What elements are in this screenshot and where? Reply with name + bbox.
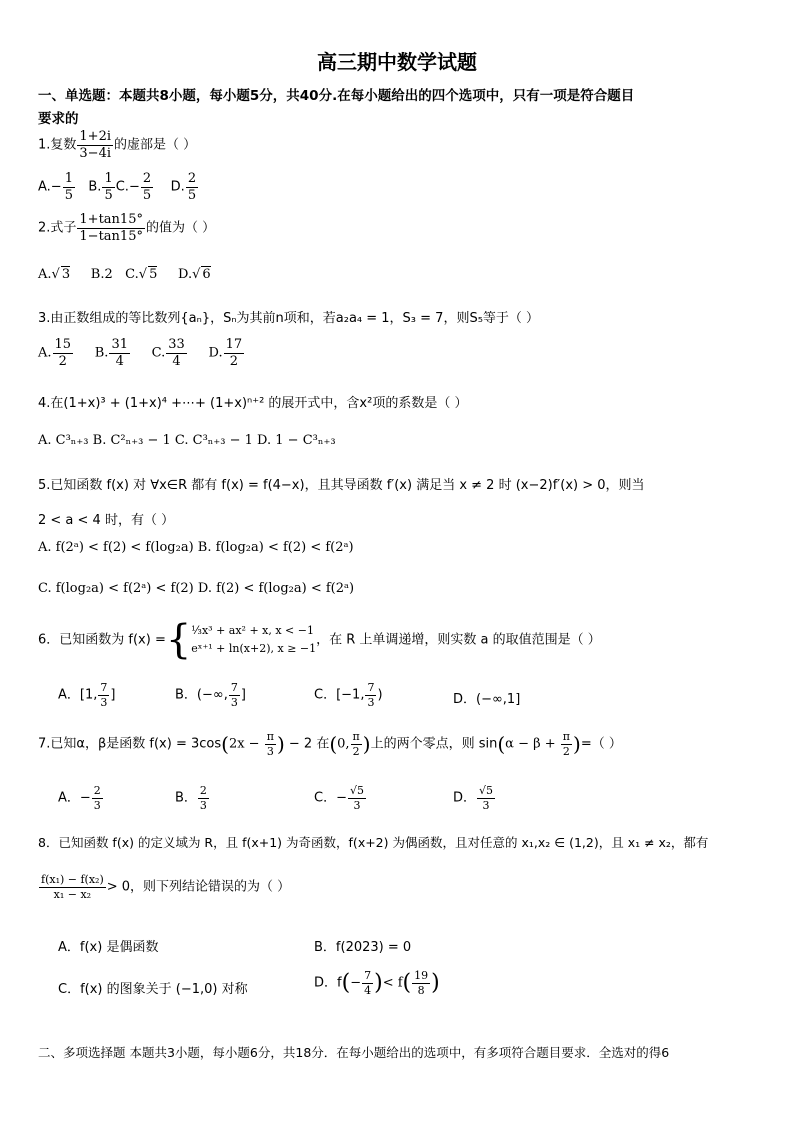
q3-opt-d-num: 17 bbox=[225, 337, 243, 352]
q6-opt-a-den: 3 bbox=[100, 695, 108, 709]
q2-frac-den: 1−tan15° bbox=[79, 228, 143, 244]
q1-opt-b: B. bbox=[88, 179, 102, 195]
q1-opt-d-num: 2 bbox=[187, 171, 197, 186]
q3-options bbox=[38, 338, 245, 368]
q1-opt-c-den: 5 bbox=[142, 187, 152, 203]
q7-opt-c-text: C．− bbox=[314, 790, 347, 806]
q3-opt-b-den: 4 bbox=[115, 353, 124, 369]
q7-opt-a-num: 2 bbox=[93, 784, 101, 797]
q6-opt-b-end: ] bbox=[240, 687, 246, 703]
q6-case-1: ⅓x³ + ax² + x, x < −1 bbox=[191, 624, 314, 638]
q6-opt-c-end: ) bbox=[377, 687, 383, 703]
q7-option-b bbox=[175, 785, 210, 811]
q8-option-d: D．f(− $\frac{7}{4}$ )< f( $\frac{19}{8}$ ) bbox=[314, 969, 440, 997]
q8-frac-den: x₁ − x₂ bbox=[53, 887, 92, 901]
q2-options: A.√ 3 B.2 C.√ 5 D.√ 6 bbox=[38, 267, 211, 282]
q8-frac-num: f(x₁) − f(x₂) bbox=[41, 873, 104, 886]
q7-mid: − 2 在 bbox=[288, 736, 330, 752]
q6-option-d: D．(−∞,1] bbox=[453, 692, 521, 707]
q8-option-b: B．f(2023) = 0 bbox=[314, 940, 412, 955]
q3-opt-a: A. bbox=[38, 345, 52, 361]
section-2-heading: 二、多项选择题 本题共3小题，每小题6分，共18分．在每小题给出的选项中，有多项符合题目要求．全选对的得6 bbox=[38, 1045, 670, 1060]
section-heading: 一、单选题：本题共8小题，每小题5分，共40分.在每小题给出的四个选项中，只有一项是符合题目 bbox=[38, 88, 635, 104]
q7-opt-a-text: A．− bbox=[58, 790, 91, 806]
q1-opt-c-num: 2 bbox=[142, 171, 152, 186]
q6-opt-b-num: 7 bbox=[230, 681, 238, 694]
q4-options: A. C³ₙ₊₃ B. C²ₙ₊₃ − 1 C. C³ₙ₊₃ − 1 D. 1 − C³ₙ₊₃ bbox=[38, 433, 336, 448]
q8-opt-d-text: D．f bbox=[314, 975, 342, 991]
q7-opt-c-num: √5 bbox=[349, 784, 364, 797]
q2-opt-d: D. bbox=[178, 267, 193, 282]
q6-suffix: ，在 R 上单调递增，则实数 a 的取值范围是（ ） bbox=[316, 632, 601, 648]
q1-opt-d: D. bbox=[170, 179, 185, 195]
page-title: 高三期中数学试题 bbox=[317, 50, 477, 74]
q7-option-d bbox=[453, 785, 496, 811]
q2-opt-a-rad: 3 bbox=[61, 267, 71, 282]
q7-opt-c-den: 3 bbox=[353, 798, 361, 812]
q2-prefix: 2.式子 bbox=[38, 220, 77, 236]
q6-opt-a-end: ] bbox=[110, 687, 116, 703]
question-3: 3.由正数组成的等比数列{aₙ}，Sₙ为其前n项和，若a₂a₄ = 1，S₃ = 7，则S₅等于（ ） bbox=[38, 311, 540, 326]
q5-options-cd: C. f(log₂a) < f(2ᵃ) < f(2) D. f(2) < f(log₂a) < f(2ᵃ) bbox=[38, 581, 355, 596]
section-heading-cont: 要求的 bbox=[38, 111, 79, 127]
q2-opt-c-rad: 5 bbox=[149, 267, 158, 282]
q3-opt-d-den: 2 bbox=[229, 353, 238, 369]
question-5: 5.已知函数 f(x) 对 ∀x∈R 都有 f(x) = f(4−x)，且其导函数 f′(x) 满足当 x ≠ 2 时 (x−2)f′(x) > 0，则当 bbox=[38, 478, 645, 493]
question-7: 7.已知α，β是函数 f(x) = 3cos(2x − $\frac{\pi}{3}$ ) − 2 在(0, $\frac{\pi}{2}$ )上的两个零点，则 sin(α − β + $\frac{\pi}{2}$ )=（ ） bbox=[38, 730, 622, 758]
q5-options-ab: A. f(2ᵃ) < f(2) < f(log₂a) B. f(log₂a) < f(2) < f(2ᵃ) bbox=[38, 540, 354, 555]
q6-option-b bbox=[175, 682, 246, 708]
q1-opt-b-num: 1 bbox=[104, 171, 113, 186]
question-8-cont bbox=[38, 874, 290, 900]
q3-opt-b: B. bbox=[94, 345, 109, 361]
q7-opt-b-den: 3 bbox=[199, 798, 207, 812]
q8-option-c: C．f(x) 的图象关于 (−1,0) 对称 bbox=[58, 982, 248, 997]
q7-opt-d-num: √5 bbox=[479, 784, 494, 797]
q3-opt-d: D. bbox=[208, 345, 223, 361]
q6-opt-b-text: B．(−∞, bbox=[175, 687, 228, 703]
q6-opt-c-text: C．[−1, bbox=[314, 687, 365, 703]
q1-opt-b-den: 5 bbox=[104, 187, 113, 203]
q6-opt-c-den: 3 bbox=[367, 695, 375, 709]
q8-option-a: A．f(x) 是偶函数 bbox=[58, 940, 159, 955]
q2-opt-b: B.2 bbox=[90, 267, 113, 282]
q6-prefix: 6．已知函数为 f(x) = bbox=[38, 632, 166, 648]
q1-opt-d-den: 5 bbox=[187, 187, 197, 203]
q7-option-a bbox=[58, 785, 104, 811]
q7-opt-a-den: 3 bbox=[93, 798, 101, 812]
q3-opt-c-num: 33 bbox=[168, 337, 185, 352]
q6-option-a bbox=[58, 682, 115, 708]
q1-prefix: 1.复数 bbox=[38, 137, 77, 153]
q7-suffix: 上的两个零点，则 sin bbox=[370, 736, 498, 752]
q1-opt-a-num: 1 bbox=[64, 171, 73, 186]
q2-frac-num: 1+tan15° bbox=[79, 212, 143, 227]
q7-opt-d-den: 3 bbox=[482, 798, 490, 812]
q3-opt-c-den: 4 bbox=[172, 353, 181, 369]
q1-options bbox=[38, 172, 199, 202]
question-5-cont: 2 < a < 4 时，有（ ） bbox=[38, 513, 175, 528]
q7-prefix: 7.已知α，β是函数 f(x) = 3cos bbox=[38, 736, 222, 752]
q1-opt-a-den: 5 bbox=[64, 187, 73, 203]
q2-opt-a: A. bbox=[38, 267, 52, 282]
q7-end: =（ ） bbox=[580, 736, 622, 752]
q2-opt-c: C. bbox=[125, 267, 139, 282]
q7-opt-b-text: B． bbox=[175, 790, 197, 806]
question-8: 8．已知函数 f(x) 的定义域为 R，且 f(x+1) 为奇函数，f(x+2) 为偶函数，且对任意的 x₁,x₂ ∈ (1,2)，且 x₁ ≠ x₂，都有 bbox=[38, 835, 709, 850]
q7-opt-b-num: 2 bbox=[199, 784, 207, 797]
q8-suffix: > 0，则下列结论错误的为（ ） bbox=[106, 879, 291, 895]
q6-option-c bbox=[314, 682, 383, 708]
q3-opt-b-num: 31 bbox=[111, 337, 128, 352]
q1-opt-a: A.− bbox=[38, 179, 62, 195]
q1-frac-den: 3−4i bbox=[79, 145, 111, 161]
q1-suffix: 的虚部是（ ） bbox=[114, 137, 197, 153]
q1-opt-c: C.− bbox=[115, 179, 140, 195]
q6-opt-c-num: 7 bbox=[367, 681, 375, 694]
q2-suffix: 的值为（ ） bbox=[145, 220, 216, 236]
q7-option-c bbox=[314, 785, 367, 811]
q6-case-2: eˣ⁺¹ + ln(x+2), x ≥ −1 bbox=[191, 642, 317, 655]
q1-frac-num: 1+2i bbox=[79, 129, 111, 144]
q6-opt-a-num: 7 bbox=[100, 681, 108, 694]
question-6: 6．已知函数为 f(x) ={⅓x³ + ax² + x, x < −1 eˣ⁺¹ + ln(x+2), x ≥ −1，在 R 上单调递增，则实数 a 的取值范围是（ ） bbox=[38, 617, 601, 663]
question-2 bbox=[38, 213, 215, 243]
q6-opt-a-text: A．[1, bbox=[58, 687, 98, 703]
q3-opt-a-den: 2 bbox=[58, 353, 67, 369]
question-1 bbox=[38, 130, 196, 160]
q7-opt-d-text: D． bbox=[453, 790, 477, 806]
q6-opt-b-den: 3 bbox=[230, 695, 238, 709]
q3-opt-a-num: 15 bbox=[54, 337, 72, 352]
q2-opt-d-rad: 6 bbox=[202, 267, 211, 282]
q3-opt-c: C. bbox=[151, 345, 166, 361]
question-4: 4.在(1+x)³ + (1+x)⁴ +⋯+ (1+x)ⁿ⁺² 的展开式中，含x²项的系数是（ ） bbox=[38, 396, 468, 411]
